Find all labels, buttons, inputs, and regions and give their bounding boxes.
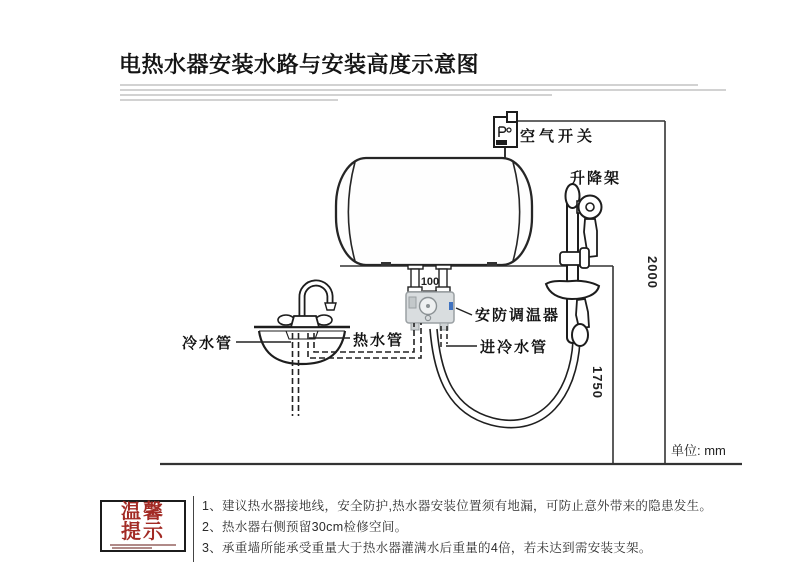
page-title: 电热水器安装水路与安装高度示意图: [119, 52, 480, 77]
air-switch-icon: [494, 112, 517, 147]
tip-item-1: 1、建议热水器接地线，安全防护,热水器安装位置须有地漏，可防止意外带来的隐患发生。: [202, 499, 713, 513]
badge-fine-print-line: [112, 547, 152, 549]
cold-water-dashed-pipe: [293, 333, 299, 416]
tip-item-2: 2、热水器右侧预留30cm检修空间。: [202, 520, 408, 534]
dimension-2000: 2000: [645, 256, 660, 289]
thermostat-label: 安防调温器: [475, 307, 561, 324]
cold-pipe-label: 冷水管: [182, 335, 234, 352]
dimension-1750: 1750: [590, 366, 605, 399]
soap-dish: [546, 281, 599, 299]
badge-text-top: 温馨: [121, 501, 165, 523]
tips-list: [202, 496, 762, 559]
sink: [254, 327, 350, 364]
hot-pipe-label: 热水管: [353, 332, 405, 349]
warm-tips-badge: [100, 500, 186, 552]
badge-text-bottom: 提示: [121, 521, 165, 543]
faucet: [278, 283, 336, 327]
unit-note: 单位: mm: [671, 443, 726, 458]
tips-divider-line: [193, 496, 194, 562]
thermostat-pointer-line: [456, 308, 472, 315]
thermostat-blue-detail: [449, 302, 453, 310]
badge-fine-print-line: [110, 544, 176, 546]
water-heater-tank: [336, 158, 532, 266]
dimension-100: 100: [420, 276, 440, 288]
inlet-cold-label: 进冷水管: [480, 339, 549, 356]
air-switch-label: 空气开关: [520, 128, 597, 145]
lift-rack-label: 升降架: [570, 170, 622, 187]
hose-connector-end: [572, 324, 588, 346]
tip-item-3: 3、承重墙所能承受重量大于热水器灌满水后重量的4倍，若未达到需安装支架。: [202, 541, 652, 555]
